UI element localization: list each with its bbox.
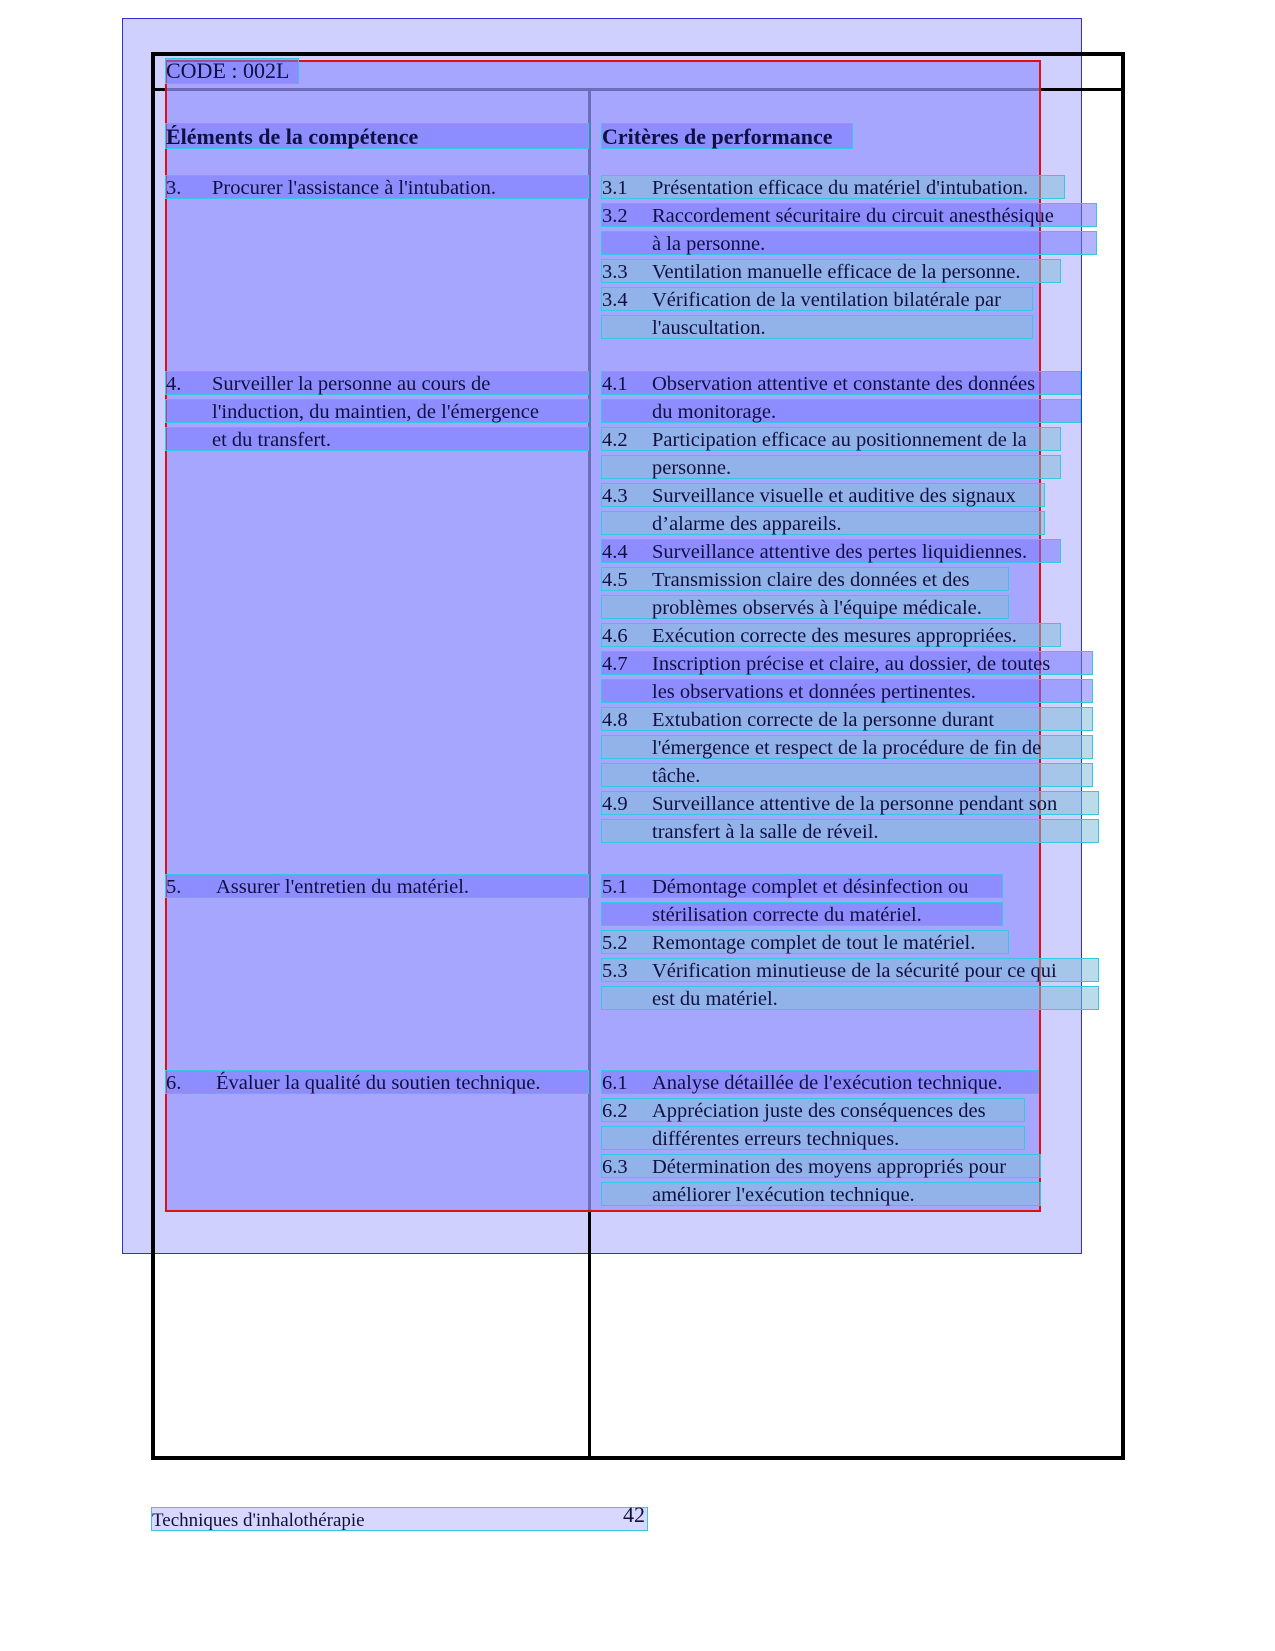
element-item-text: et du transfert. xyxy=(212,429,331,451)
criterion-item-text: l'auscultation. xyxy=(652,317,766,339)
criterion-item-text: Analyse détaillée de l'exécution technique. xyxy=(652,1072,1003,1094)
element-item xyxy=(165,371,589,395)
criterion-item-cont xyxy=(601,763,1093,787)
criterion-item xyxy=(601,371,1081,395)
criterion-item xyxy=(601,791,1099,815)
criterion-item-text: l'émergence et respect de la procédure de fin de xyxy=(652,737,1042,759)
criterion-item-number: 4.2 xyxy=(602,429,628,451)
criterion-item-cont xyxy=(601,819,1099,843)
criterion-item xyxy=(601,427,1061,451)
criterion-item-number: 4.5 xyxy=(602,569,628,591)
page-number: 42 xyxy=(623,1502,645,1527)
element-item-text: Assurer l'entretien du matériel. xyxy=(216,876,470,898)
criterion-item-number: 3.4 xyxy=(602,289,628,311)
criterion-item-cont xyxy=(601,511,1045,535)
criterion-item-text: Surveillance visuelle et auditive des signaux xyxy=(652,485,1016,507)
element-item-cont xyxy=(165,399,589,423)
criterion-item-cont xyxy=(601,595,1009,619)
criterion-item-number: 6.2 xyxy=(602,1100,628,1122)
criterion-item-text: Exécution correcte des mesures appropriées. xyxy=(652,625,1017,647)
page-footer xyxy=(151,1502,648,1531)
criterion-item-cont xyxy=(601,902,1003,926)
element-item-text: l'induction, du maintien, de l'émergence xyxy=(212,401,539,423)
criterion-item-cont xyxy=(601,315,1033,339)
element-item-cont xyxy=(165,427,589,451)
criterion-item xyxy=(601,175,1065,199)
criterion-item-number: 5.2 xyxy=(602,932,628,954)
criterion-item-text: Démontage complet et désinfection ou xyxy=(652,876,969,898)
criterion-item xyxy=(601,623,1061,647)
criterion-item-number: 3.1 xyxy=(602,177,628,199)
criterion-item-text: tâche. xyxy=(652,765,701,787)
criterion-item xyxy=(601,930,1009,954)
criterion-item-cont xyxy=(601,1126,1025,1150)
criterion-item xyxy=(601,958,1099,982)
criterion-item xyxy=(601,287,1033,311)
criterion-item-text: Transmission claire des données et des xyxy=(652,569,970,591)
criterion-item-number: 4.4 xyxy=(602,541,628,563)
criterion-item-number: 3.2 xyxy=(602,205,628,227)
criterion-item-text: stérilisation correcte du matériel. xyxy=(652,904,922,926)
element-item xyxy=(165,175,589,199)
criterion-item xyxy=(601,539,1061,563)
criterion-item-text: problèmes observés à l'équipe médicale. xyxy=(652,597,982,619)
criterion-item-text: Extubation correcte de la personne durant xyxy=(652,709,995,731)
criterion-item-number: 4.6 xyxy=(602,625,628,647)
criterion-item-text: Détermination des moyens appropriés pour xyxy=(652,1156,1007,1178)
criterion-item xyxy=(601,707,1093,731)
footer-title: Techniques d'inhalothérapie xyxy=(152,1510,365,1531)
criterion-item-text: Observation attentive et constante des données xyxy=(652,373,1036,395)
element-item-number: 4. xyxy=(166,373,182,395)
criterion-item-text: différentes erreurs techniques. xyxy=(652,1128,900,1150)
criterion-item-number: 5.1 xyxy=(602,876,628,898)
criterion-item-text: est du matériel. xyxy=(652,988,778,1010)
criterion-item-cont xyxy=(601,231,1097,255)
criterion-item-number: 3.3 xyxy=(602,261,628,283)
criterion-item-cont xyxy=(601,455,1061,479)
element-item-number: 6. xyxy=(166,1072,182,1094)
element-item-number: 5. xyxy=(166,876,182,898)
element-item xyxy=(165,874,589,898)
criterion-item-text: transfert à la salle de réveil. xyxy=(652,821,879,843)
criterion-item-text: Surveillance attentive de la personne pendant son xyxy=(652,793,1058,815)
criterion-item-text: améliorer l'exécution technique. xyxy=(652,1184,915,1206)
criterion-item-text: Raccordement sécuritaire du circuit anesthésique xyxy=(652,205,1054,227)
criterion-item xyxy=(601,874,1003,898)
criterion-item-number: 5.3 xyxy=(602,960,628,982)
criterion-item-cont xyxy=(601,679,1093,703)
criterion-item-number: 6.1 xyxy=(602,1072,628,1094)
criterion-item xyxy=(601,203,1097,227)
criterion-item-number: 4.8 xyxy=(602,709,628,731)
element-item xyxy=(165,1070,589,1094)
element-item-text: Évaluer la qualité du soutien technique. xyxy=(216,1072,541,1094)
criterion-item-number: 4.3 xyxy=(602,485,628,507)
elements-header: Éléments de la compétence xyxy=(165,123,589,149)
criterion-item-text: Vérification minutieuse de la sécurité pour ce qui xyxy=(652,960,1057,982)
criterion-item-text: Participation efficace au positionnement de la xyxy=(652,429,1027,451)
criterion-item-number: 4.1 xyxy=(602,373,628,395)
criterion-item xyxy=(601,651,1093,675)
code-label: CODE : 002L xyxy=(165,58,299,84)
criterion-item xyxy=(601,1098,1025,1122)
criterion-item-cont xyxy=(601,735,1093,759)
criterion-item-text: d’alarme des appareils. xyxy=(652,513,842,535)
criterion-item-text: Ventilation manuelle efficace de la personne. xyxy=(652,261,1021,283)
criteria-header: Critères de performance xyxy=(601,123,853,149)
criterion-item xyxy=(601,1154,1041,1178)
criterion-item-cont xyxy=(601,399,1081,423)
element-item-text: Surveiller la personne au cours de xyxy=(212,373,491,395)
criterion-item-text: les observations et données pertinentes. xyxy=(652,681,976,703)
criterion-item-cont xyxy=(601,986,1099,1010)
criterion-item-text: du monitorage. xyxy=(652,401,777,423)
criterion-item-text: Inscription précise et claire, au dossier, de toutes xyxy=(652,653,1051,675)
criterion-item-text: Appréciation juste des conséquences des xyxy=(652,1100,986,1122)
element-item-number: 3. xyxy=(166,177,182,199)
element-item-text: Procurer l'assistance à l'intubation. xyxy=(212,177,497,199)
criterion-item-text: Surveillance attentive des pertes liquidiennes. xyxy=(652,541,1028,563)
criterion-item-text: Remontage complet de tout le matériel. xyxy=(652,932,976,954)
criterion-item-number: 6.3 xyxy=(602,1156,628,1178)
criterion-item-cont xyxy=(601,1182,1041,1206)
criterion-item-text: Vérification de la ventilation bilatérale par xyxy=(652,289,1001,311)
criterion-item xyxy=(601,567,1009,591)
criterion-item-text: Présentation efficace du matériel d'intubation. xyxy=(652,177,1029,199)
criterion-item xyxy=(601,259,1061,283)
criterion-item-text: personne. xyxy=(652,457,732,479)
criterion-item-number: 4.9 xyxy=(602,793,628,815)
criterion-item-number: 4.7 xyxy=(602,653,628,675)
criterion-item-text: à la personne. xyxy=(652,233,766,255)
criterion-item xyxy=(601,1070,1039,1094)
criterion-item xyxy=(601,483,1045,507)
